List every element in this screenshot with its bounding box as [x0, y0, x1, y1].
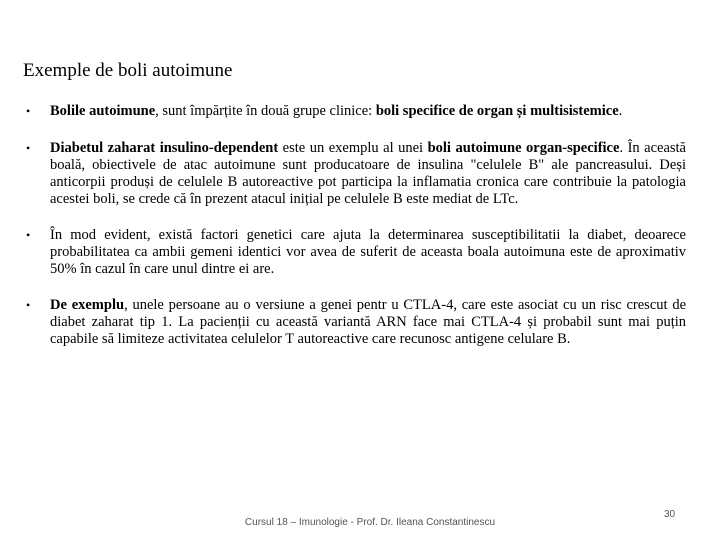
slide-title: Exemple de boli autoimune: [23, 60, 233, 81]
bullet-4-segment-1: De exemplu: [50, 297, 125, 313]
bullet-icon: •: [26, 298, 31, 312]
bullet-4-segment-2: , unele persoane au o versiune a genei pentr u CTLA-4, care este asociat cu un risc crescut de diabet zaharat tip 1. La pacienții cu această variantă ARN face mai CTLA-4 și probabil sunt mai puțin capabile să limiteze activitatea celulelor T autoreactive care recunosc antigene celulare B.: [50, 297, 687, 347]
slide-footer: Cursul 18 – Imunologie - Prof. Dr. Ileana Constantinescu: [244, 517, 496, 528]
bullet-icon: •: [26, 228, 31, 242]
bullet-2-segment-3: boli autoimune organ-specifice: [427, 140, 620, 156]
bullet-1-segment-3: boli specifice de organ și multisistemice: [375, 103, 619, 119]
page-number: 30: [664, 509, 676, 520]
bullet-1-segment-4: .: [618, 103, 623, 119]
bullet-2-segment-1: Diabetul zaharat insulino-dependent: [50, 140, 279, 156]
bullet-item-1: [26, 103, 686, 120]
bullet-1-segment-1: Bolile autoimune: [50, 103, 156, 119]
bullet-item-4: [26, 297, 686, 348]
bullet-2-segment-4: . În această boală, obiectivele de atac autoimune sunt producatoare de insulina "celulele B" ale pancreasului. Deși anticorpii produși de celulele B autoreactive pot participa la inflamatia cronica care contribuie la patologia acestei boli, se crede că în prezent atacul inițial pe celulele B este mediat de LTc.: [50, 140, 686, 207]
bullet-icon: •: [26, 104, 31, 118]
bullet-1-segment-2: , sunt împărțite în două grupe clinice:: [155, 103, 376, 119]
bullet-2-segment-2: este un exemplu al unei: [278, 140, 428, 156]
bullet-3-segment-1: În mod evident, există factori genetici care ajuta la determinarea susceptibilitatii la diabet, deoarece probabilitatea ca ambii gemeni identici vor avea de suferit de aceasta boala autoimuna este de aproximativ 50% în cazul în care unul dintre ei are.: [50, 227, 686, 277]
bullet-icon: •: [26, 141, 31, 155]
bullet-item-2: [26, 140, 686, 208]
bullet-list: [26, 103, 686, 368]
bullet-item-3: [26, 227, 686, 278]
